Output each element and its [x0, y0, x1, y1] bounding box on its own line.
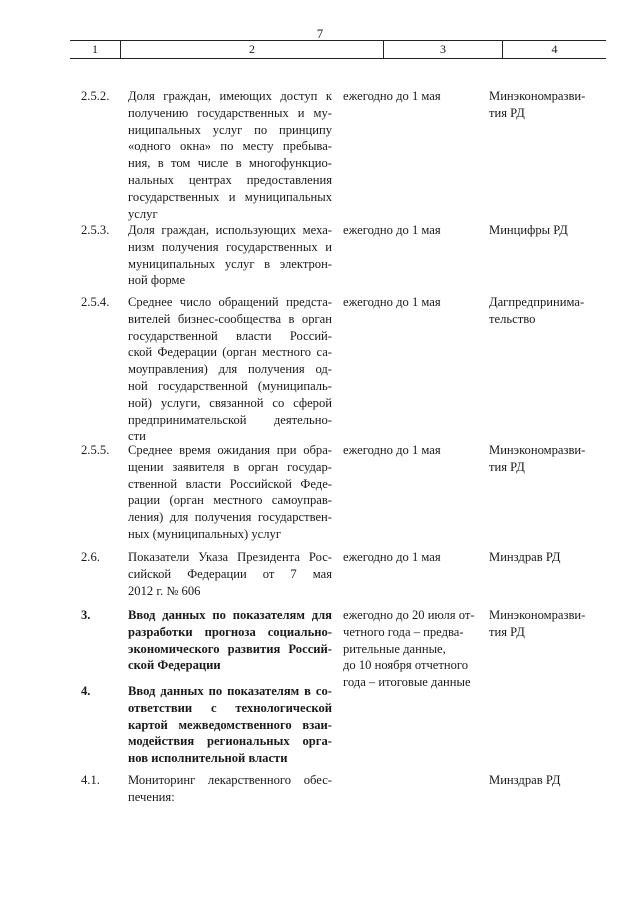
column-number-4: 4 [502, 41, 606, 58]
indicator-name-line: 2012 г. № 606 [128, 583, 201, 598]
deadline-line: ежегодно до 1 мая [343, 89, 441, 103]
responsible-body-line: тия РД [489, 624, 525, 639]
table-column-header [70, 40, 606, 59]
indicator-name-line: ной форме [128, 273, 186, 288]
indicator-name-line: Среднее число обращений предста- [128, 295, 332, 309]
responsible-body [489, 222, 601, 239]
indicator-name [128, 607, 332, 674]
deadline-line: четного года – предва- [343, 624, 464, 639]
indicator-name-line: получению государственных и му- [128, 105, 332, 120]
deadline-line: ежегодно до 1 мая [343, 443, 441, 457]
responsible-body-line: Минцифры РД [489, 223, 568, 237]
indicator-name-line: Среднее время ожидания при обра- [128, 443, 332, 457]
row-number: 4. [81, 684, 91, 698]
column-number-1: 1 [92, 42, 98, 56]
indicator-name-line: ных (муниципальных) услуг [128, 526, 282, 541]
deadline-line: до 10 ноября отчетного [343, 658, 469, 673]
deadline-line: ежегодно до 1 мая [343, 223, 441, 237]
indicator-name-line: щении заявителя в орган государ- [128, 459, 332, 474]
indicator-name-line: ской Федерации (орган местного са- [128, 345, 332, 360]
row-number: 2.6. [81, 550, 100, 564]
deadline-line: ежегодно до 1 мая [343, 295, 441, 309]
responsible-body-line: Минэкономразви- [489, 89, 586, 103]
indicator-name-line: предпринимательской деятельно- [128, 412, 332, 427]
indicator-name-line: нов исполнительной власти [128, 751, 288, 766]
indicator-name-line: сти [128, 429, 146, 444]
column-number-3: 3 [383, 41, 502, 58]
indicator-name-line: моуправления) для получения од- [128, 362, 332, 377]
indicator-name [128, 294, 332, 445]
indicator-name-line: Доля граждан, использующих меха- [128, 223, 332, 237]
indicator-name-line: «одного окна» по месту пребыва- [128, 139, 332, 154]
responsible-body [489, 442, 601, 476]
indicator-name-line: Доля граждан, имеющих доступ к [128, 89, 332, 103]
indicator-name-line: рации (орган местного самоуправ- [128, 493, 332, 508]
responsible-body [489, 607, 601, 641]
indicator-name-line: ниципальных услуг по принципу [128, 122, 332, 137]
indicator-name [128, 683, 332, 767]
responsible-body-line: Минздрав РД [489, 550, 561, 564]
indicator-name-line: ственной власти Российской Феде- [128, 476, 332, 491]
responsible-body-line: тельство [489, 311, 536, 326]
indicator-name-line: ной государственной (муниципаль- [128, 378, 332, 393]
indicator-name-line: ской Федерации [128, 658, 221, 673]
deadline [343, 294, 481, 311]
responsible-body-line: тия РД [489, 459, 525, 474]
indicator-name-line: государственных и муниципальных [128, 189, 332, 204]
indicator-name-line: ния, в том числе в многофункцио- [128, 156, 332, 171]
indicator-name-line: Ввод данных по показателям для [128, 608, 332, 622]
deadline [343, 442, 481, 459]
indicator-name-line: ления) для получения государствен- [128, 510, 332, 525]
deadline [343, 88, 481, 105]
indicator-name-line: Показатели Указа Президента Рос- [128, 550, 332, 564]
responsible-body [489, 549, 601, 566]
indicator-name [128, 222, 332, 289]
column-number-2: 2 [120, 41, 383, 58]
responsible-body-line: тия РД [489, 105, 525, 120]
responsible-body-line: Дагпредпринима- [489, 295, 585, 309]
deadline-line: ежегодно до 20 июля от- [343, 608, 475, 622]
indicator-name-line: модействия региональных орга- [128, 734, 332, 749]
indicator-name-line: Мониторинг лекарственного обес- [128, 773, 332, 787]
deadline-line: ежегодно до 1 мая [343, 550, 441, 564]
indicator-name-line: сийской Федерации от 7 мая [128, 566, 332, 581]
deadline-line: года – итоговые данные [343, 675, 471, 690]
row-number: 2.5.5. [81, 443, 110, 457]
row-number: 3. [81, 608, 91, 622]
indicator-name-line: ответствии с технологической [128, 700, 332, 715]
deadline [343, 222, 481, 239]
indicator-name-line: государственной власти Россий- [128, 328, 332, 343]
indicator-name-line: муниципальных услуг в электрон- [128, 256, 332, 271]
responsible-body [489, 772, 601, 789]
indicator-name-line: экономического развития Россий- [128, 641, 332, 656]
responsible-body-line: Минэкономразви- [489, 443, 586, 457]
indicator-name-line: картой межведомственного взаи- [128, 717, 332, 732]
indicator-name-line: разработки прогноза социально- [128, 624, 332, 639]
indicator-name [128, 88, 332, 222]
responsible-body [489, 88, 601, 122]
row-number: 2.5.4. [81, 295, 110, 309]
indicator-name-line: вителей бизнес-сообщества в орган [128, 311, 332, 326]
indicator-name [128, 442, 332, 543]
row-number: 2.5.3. [81, 223, 110, 237]
indicator-name-line: Ввод данных по показателям в со- [128, 684, 332, 698]
indicator-name-line: ной) услуги, связанной со сферой [128, 395, 332, 410]
indicator-name-line: печения: [128, 789, 175, 804]
indicator-name-line: низм получения государственных и [128, 239, 332, 254]
indicator-name [128, 772, 332, 806]
page-number: 7 [316, 26, 324, 41]
deadline [343, 607, 481, 691]
row-number: 2.5.2. [81, 89, 110, 103]
responsible-body-line: Минэкономразви- [489, 608, 586, 622]
deadline [343, 549, 481, 566]
responsible-body-line: Минздрав РД [489, 773, 561, 787]
responsible-body [489, 294, 601, 328]
deadline-line: рительные данные, [343, 641, 446, 656]
indicator-name-line: нальных центрах предоставления [128, 172, 332, 187]
indicator-name-line: услуг [128, 206, 158, 221]
indicator-name [128, 549, 332, 599]
row-number: 4.1. [81, 773, 100, 787]
